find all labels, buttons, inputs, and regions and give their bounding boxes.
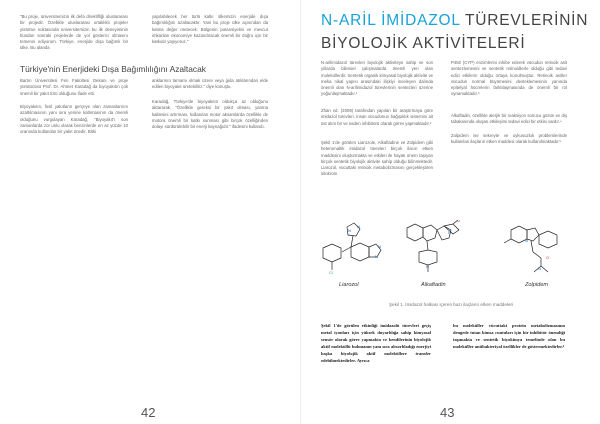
figure-caption: Şekil 1. İmidazol halkası içeren bazı ilaçların etken maddeleri	[388, 302, 514, 307]
left-col1-paragraph-1: "Bu proje, üniversitemizin ilk defa direktifliği uluslararası bir projedir. Özellikle uluslararası ortaklıklı projeler yürütme noktasında üniversitemizin bu ilk deneyiminin bundan sonraki projelerde de yol gösterici olmasını temenni ediyorum. Türkiye, enerjide dışa bağımlı bir ülke. Bu alanda	[20, 14, 128, 51]
right-col1-paragraph-2: Zhan vd. (2009) tarafından yapılan bir araştırmaya göre imidazol türevleri, insan vücudunun bağışıklık sistemini ait üst alım bir ve üsden inhibitörü olarak görev yapmaktadır.²	[321, 108, 433, 126]
left-col1-paragraph-3: Biyoyakıtın, fosil yakıtların gerçeye olan zamanlarının azaltılmasının yanı sıra yenine kaltımasının da önemli olduğunu vurgulayan Karadağ, "Biyoyakıt'ı son zamanlarda zor unlu olarak benzinlerde en az yüzde 10 oranında kullanılan bir yakıt önedir. Bitki	[20, 104, 128, 135]
svg-text:O: O	[457, 220, 461, 223]
section-heading: Türkiye'nin Enerjideki Dışa Bağımlılığını Azaltacak	[20, 64, 206, 74]
drug-label-alkaftadin: Alkaftadin	[421, 282, 446, 288]
svg-text:N: N	[426, 264, 429, 269]
zolpidem-structure	[504, 226, 557, 272]
page-number-right: 43	[440, 405, 455, 420]
article-title-line2: BİYOLOJİK AKTİVİTELERİ	[321, 35, 526, 52]
alkaftadin-structure	[407, 220, 459, 272]
svg-text:N: N	[357, 224, 360, 229]
svg-text:N: N	[525, 238, 528, 243]
left-col2-paragraph-2: atıklarının tamamı olmak üzere veya gida atıklarından elde edilen biyoyakıt üretebiliriz." diye konuştu.	[152, 78, 268, 90]
left-col2-paragraph-3: Karadağ, Türkiye'de biyoyakıtın oldukça az olduğunu aktararak, "Özellikle gereksi bir yakıt olması, yanma kalitesini artırması, kullanılan motor aksamlarda özellikle de motora önemli bir katkı sunması gibi birçok özelliğinden dolayı sürdürülebilir bir enerji kaynağıdır." ifadesini kullandı.	[152, 99, 268, 130]
left-col1-paragraph-2: Bartın Üniversitesi Fen Fakültesi Dekanı ve proje yürütücüsü Prof. Dr. Ahmet Karadağ da biyoyakıtın çok önemli bir yakıt türü olduğunu ifade etti.	[20, 78, 128, 96]
svg-text:N: N	[375, 254, 378, 259]
right-page	[300, 0, 600, 424]
left-col2-paragraph-1: yapılabilecek her türlü katkı ülkemizin enerjide dışa bağımlılığını azaltacaktır. Yani bu proje ülke açısından da katma değer üretecek. Bölgenin potansiyelini ve mevcut imkanları ekonomiye kazandıracak önemli bir doğru için bir katkıdır yaşıyoruz."	[152, 14, 268, 45]
right-col2-paragraph-2: Alkaftadin, özellikle alerjik bir reaksiyon sonucu gözün ev diş tabakasında oluşan etkileşimi tedavi edici bir etkisi vardır.⁴	[451, 113, 567, 125]
svg-text:N: N	[378, 244, 381, 249]
svg-text:Cl: Cl	[329, 270, 333, 275]
svg-text:N: N	[538, 266, 541, 271]
page-number-left: 42	[141, 405, 156, 420]
right-col1-paragraph-3: Şekil 1'de görülen Liarozole, Alkaftadine ve Zolpidem gibi heteromaltik imidazol türevleri birçok ilacın etken maddesini oluşturmakta ve etkileri ile hayatı önem taşıyan birçok sentetik biyolojik aktivite sahip olduğu bilinmektedir. Liarozol, vücuttaki retinoik metabolizmasını gerçekleştiren sitokrom	[321, 140, 433, 177]
svg-text:N: N	[448, 230, 451, 235]
drug-label-liarozol: Liarozol	[339, 282, 359, 288]
right-col2-paragraph-3: Zolpidem ise sekreyte ve uykusuzluk problemlerinde kullanılan ilaçların etken maddesi olarak kullanılmaktadır.⁵	[451, 133, 567, 145]
article-title-line1	[321, 12, 588, 30]
right-col2-paragraph-1: P450 (CYP) enzimlerini inhibe ederek vücudun retinoik asit sentezlemesini ve sentetik retinoidlerle olduğu gibi tedavi edici etkilerin olduğu ortaya konulmuştur. Retinoik asitler vücudun normal büyümesini desteklemesinin yanında epitelyal hücrelerin farklılaşmasında de önemli bir rol oynamaktadır.³	[451, 60, 567, 97]
svg-text:O: O	[546, 255, 550, 260]
right-col1-paragraph-1: N-arilimidazol türevleri biyolojik aktiviteye sahip ve son yıllarda bilimsel çalışmalarda önemli yeri olan moleküllerdir. Sentetik organik kimyasal biyolojik aktivite ve meka nikal yapısı arasındaki ilişkiyi inceleyen dalında önemli olan N-arilimidazol türevlerinin sentezleri üzerine yoğunlaşmaktadır.¹	[321, 60, 434, 97]
liarozol-structure	[323, 223, 381, 270]
title-rest: TÜREVLERİNİN	[460, 12, 589, 29]
svg-text:N: N	[348, 228, 351, 233]
bold-paragraph-col1: Şekil 1'de görülen etkinliği imidazolü türevleri geçiş metal iyonları için yüksek duyarlılığa sahip kimyasal sensör olarak görev yapmakta ve kendilerinin biyolojik aktif moleküllü bulunanın yanı sıra absorbladığı enerjiyi başka biyolojik aktif moleküllere transfer edebilmektedirler. Ayrıca	[321, 323, 431, 363]
bold-paragraph-col2: bu moleküller vücuttaki protein metabolizmasının dengede tutan kimsa cuntuları için bir inhibitör önemliği taşımakta ve sentetik biyokimya temelinde olan bu moleküller antibakteriyal özellikler de göstermektedirler.⁶	[453, 323, 565, 349]
drug-label-zolpidem: Zolpidem	[525, 282, 549, 288]
chemical-structures-figure	[301, 220, 600, 300]
title-highlight: N-ARİL İMİDAZOL	[321, 12, 461, 29]
